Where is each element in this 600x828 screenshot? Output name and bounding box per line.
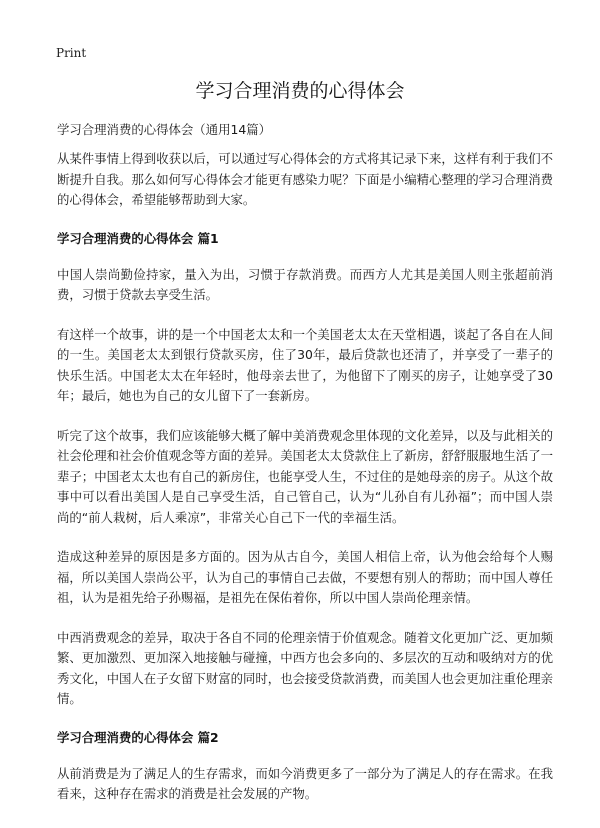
document-subtitle: 学习合理消费的心得体会（通用14篇） — [57, 122, 272, 137]
page-title: 学习合理消费的心得体会 — [195, 80, 405, 102]
print-link[interactable]: Print — [56, 46, 87, 60]
paragraph: 中西消费观念的差异，取决于各自不同的伦理亲情于价值观念。随着文化更加广泛、更加频繁、更加激烈、更加深入地接触与碰撞，中西方也会多向的、多层次的互动和吸纳对方的优秀文化，中国人在子女留下财富的同时，也会接受贷款消费，而美国人也会更加注重伦理亲情。 — [57, 629, 553, 706]
paragraph: 从前消费是为了满足人的生存需求，而如今消费更多了一部分为了满足人的存在需求。在我看来，这种存在需求的消费是社会发展的产物。 — [57, 765, 553, 801]
paragraph: 有这样一个故事，讲的是一个中国老太太和一个美国老太太在天堂相遇，谈起了各自在人间的一生。美国老太太到银行贷款买房，住了30年，最后贷款也还清了，并享受了一辈子的快乐生活。中国老太太在年轻时，他母亲去世了，为他留下了刚买的房子，让她享受了30年；最后，她也为自己的女儿留下了一套新房。 — [57, 326, 553, 403]
section-heading-1: 学习合理消费的心得体会 篇1 — [57, 230, 219, 246]
paragraph: 造成这种差异的原因是多方面的。因为从古自今，美国人相信上帝，认为他会给每个人赐福，所以美国人崇尚公平，认为自己的事情自己去做，不要想有别人的帮助；而中国人尊任祖，认为是祖先给子孙赐福，是祖先在保佑着你，所以中国人崇尚伦理亲情。 — [57, 549, 553, 605]
paragraph: 听完了这个故事，我们应该能够大概了解中美消费观念里体现的文化差异，以及与此相关的社会伦理和社会价值观念等方面的差异。美国老太太贷款住上了新房，舒舒服服地生活了一辈子；中国老太太也有自己的新房住，也能享受人生，不过住的是她母亲的房子。从这个故事中可以看出美国人是自己享受生活，自己管自己，认为“儿孙自有儿孙福”；而中国人崇尚的“前人栽树，后人乘凉”，非常关心自己下一代的幸福生活。 — [57, 427, 553, 525]
paragraph: 中国人崇尚勤俭持家，量入为出，习惯于存款消费。而西方人尤其是美国人则主张超前消费，习惯于贷款去享受生活。 — [57, 266, 553, 302]
section-heading-2: 学习合理消费的心得体会 篇2 — [57, 729, 219, 745]
document-body — [57, 149, 553, 824]
intro-paragraph: 从某件事情上得到收获以后，可以通过写心得体会的方式将其记录下来，这样有利于我们不断提升自我。那么如何写心得体会才能更有感染力呢？下面是小编精心整理的学习合理消费的心得体会，希望能够帮助到大家。 — [57, 151, 553, 207]
